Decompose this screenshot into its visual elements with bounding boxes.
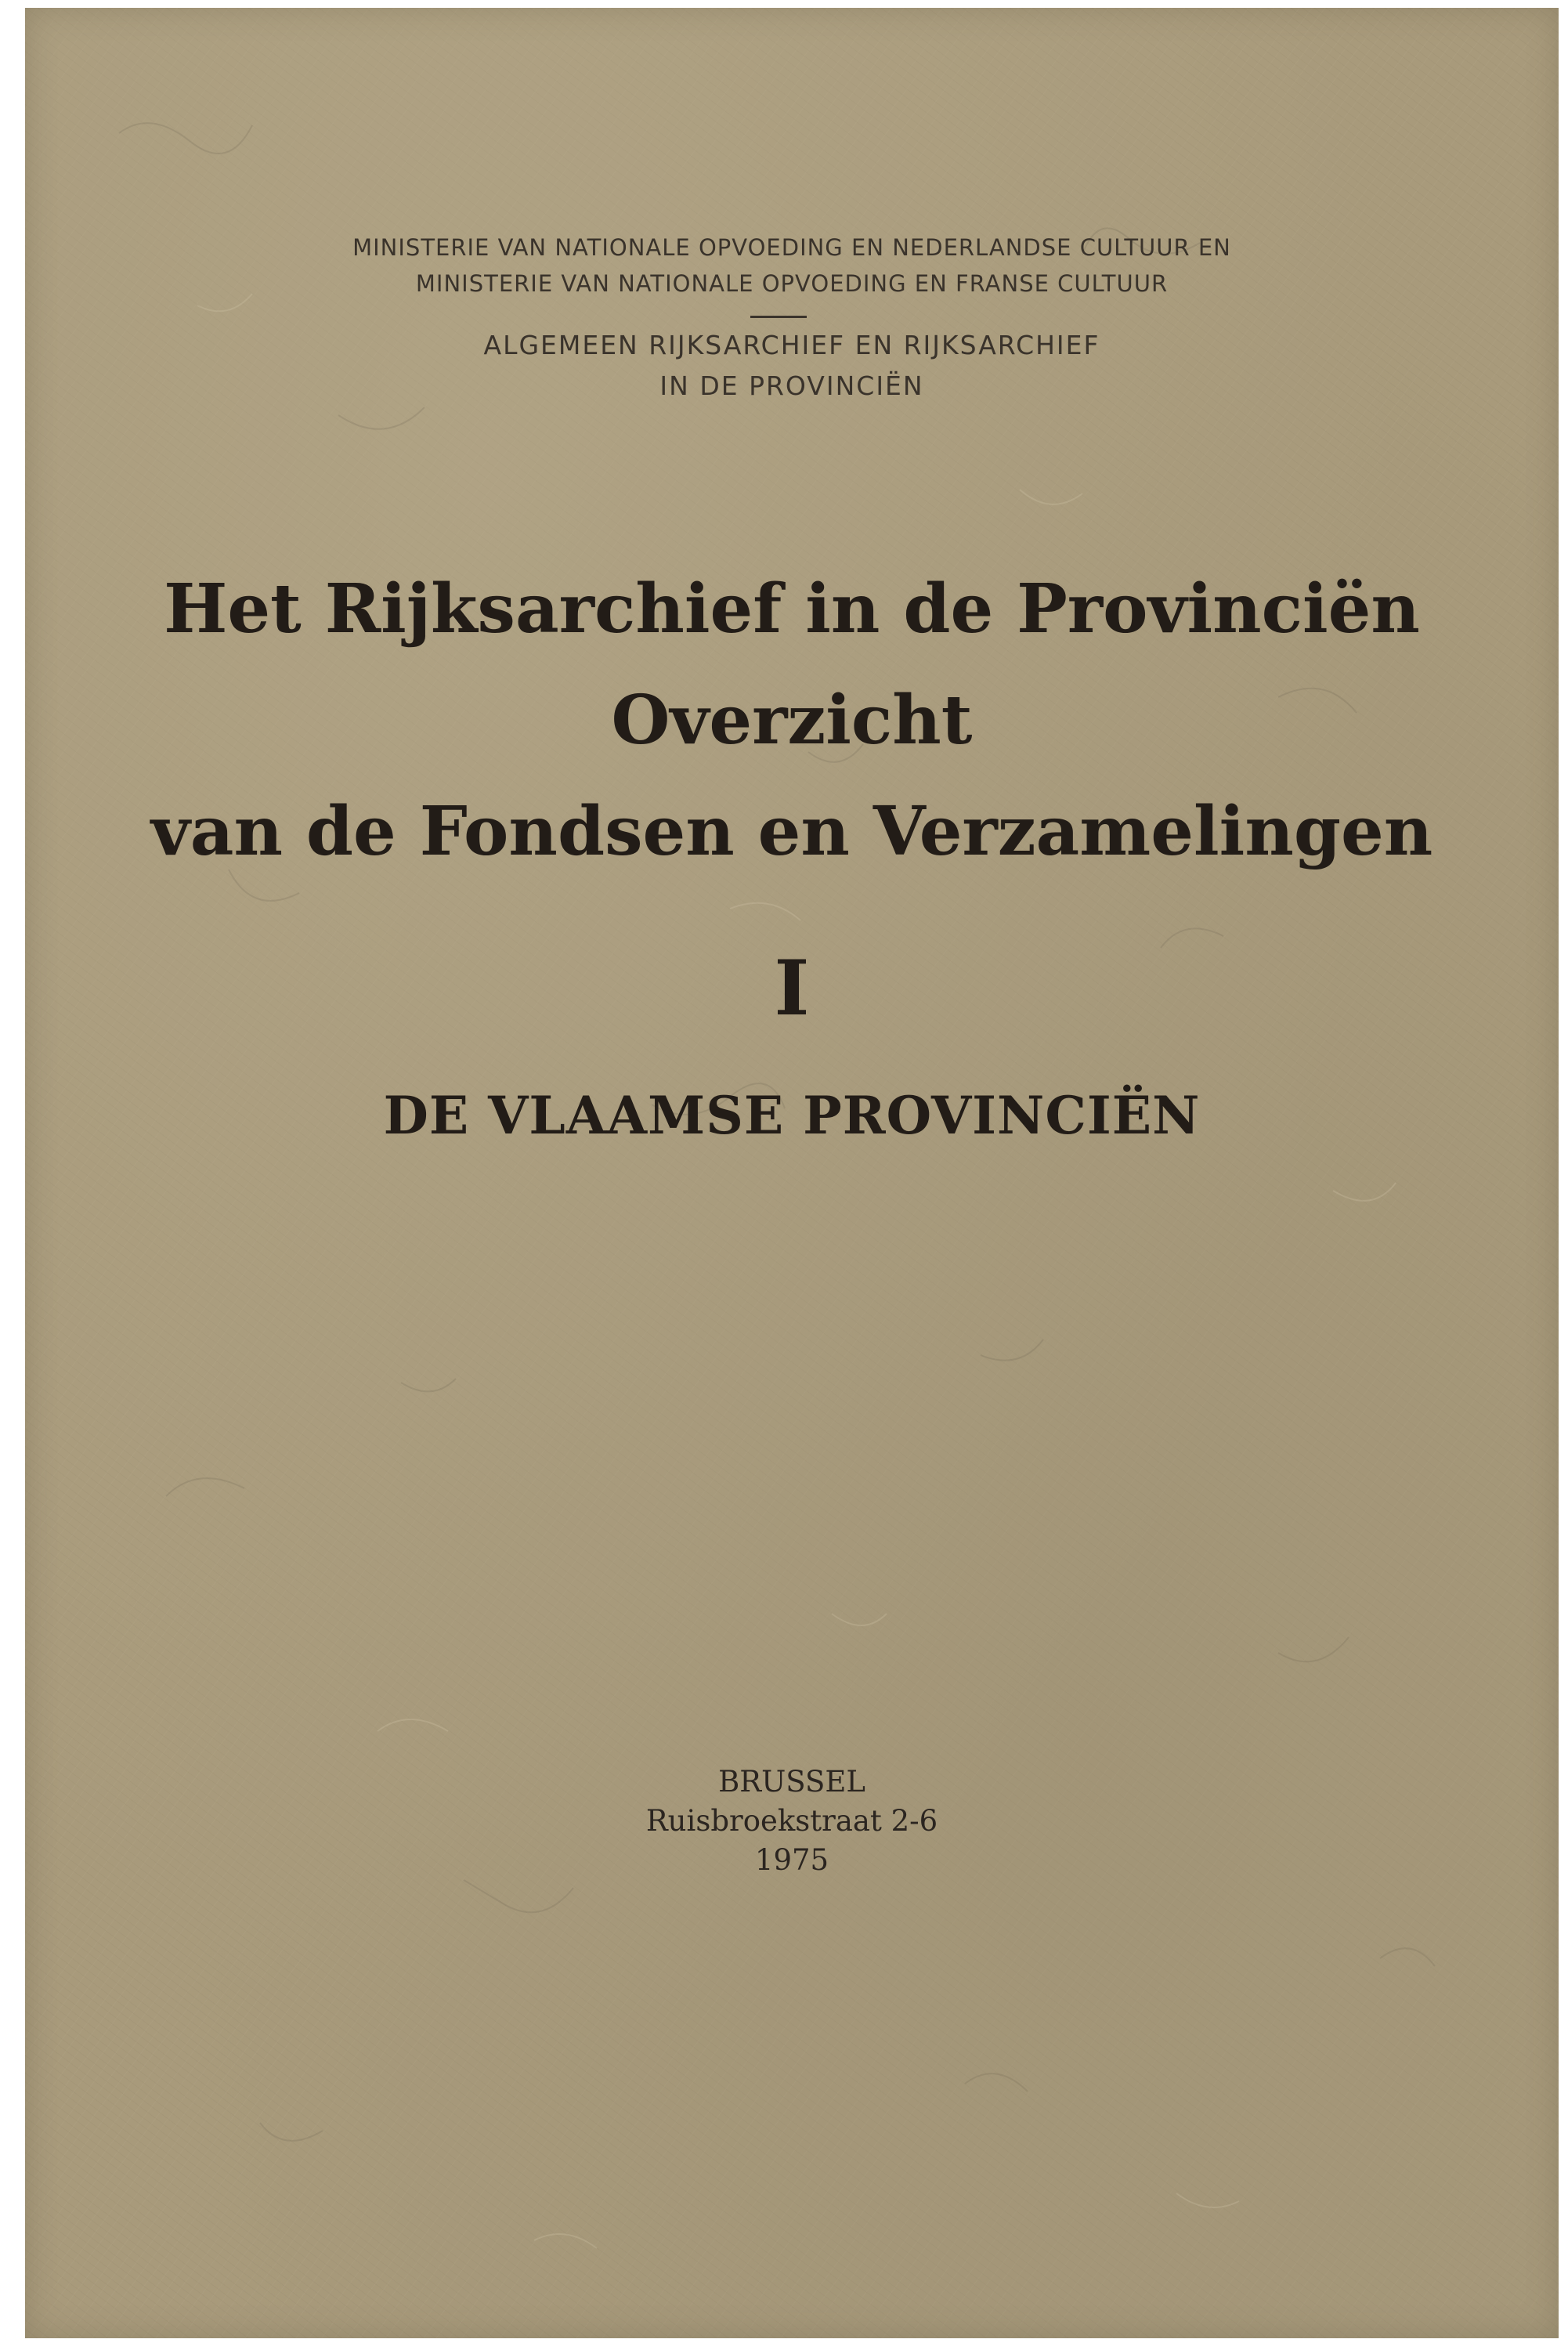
imprint-year: 1975 xyxy=(754,1843,829,1877)
title-line-1: Het Rijksarchief in de Provinciën xyxy=(164,569,1420,649)
ministry-line-1: MINISTERIE VAN NATIONALE OPVOEDING EN NEDERLANDSE CULTUUR EN xyxy=(352,234,1231,261)
volume-subtitle: DE VLAAMSE PROVINCIËN xyxy=(383,1085,1201,1146)
title-line-2: Overzicht xyxy=(611,681,973,760)
archive-header xyxy=(25,325,1559,407)
volume-number: I xyxy=(774,944,810,1032)
divider-rule xyxy=(750,316,807,318)
archive-line-2: IN DE PROVINCIËN xyxy=(659,371,924,401)
archive-line-1: ALGEMEEN RIJKSARCHIEF EN RIJKSARCHIEF xyxy=(483,330,1100,360)
ministry-header xyxy=(25,230,1559,302)
imprint xyxy=(25,1762,1559,1880)
imprint-address: Ruisbroekstraat 2-6 xyxy=(645,1804,938,1838)
ministry-line-2: MINISTERIE VAN NATIONALE OPVOEDING EN FRANSE CULTUUR xyxy=(415,270,1169,297)
book-cover xyxy=(25,8,1559,2338)
title-line-3: van de Fondsen en Verzamelingen xyxy=(150,792,1433,871)
book-title xyxy=(25,554,1559,888)
imprint-city: BRUSSEL xyxy=(718,1765,865,1799)
